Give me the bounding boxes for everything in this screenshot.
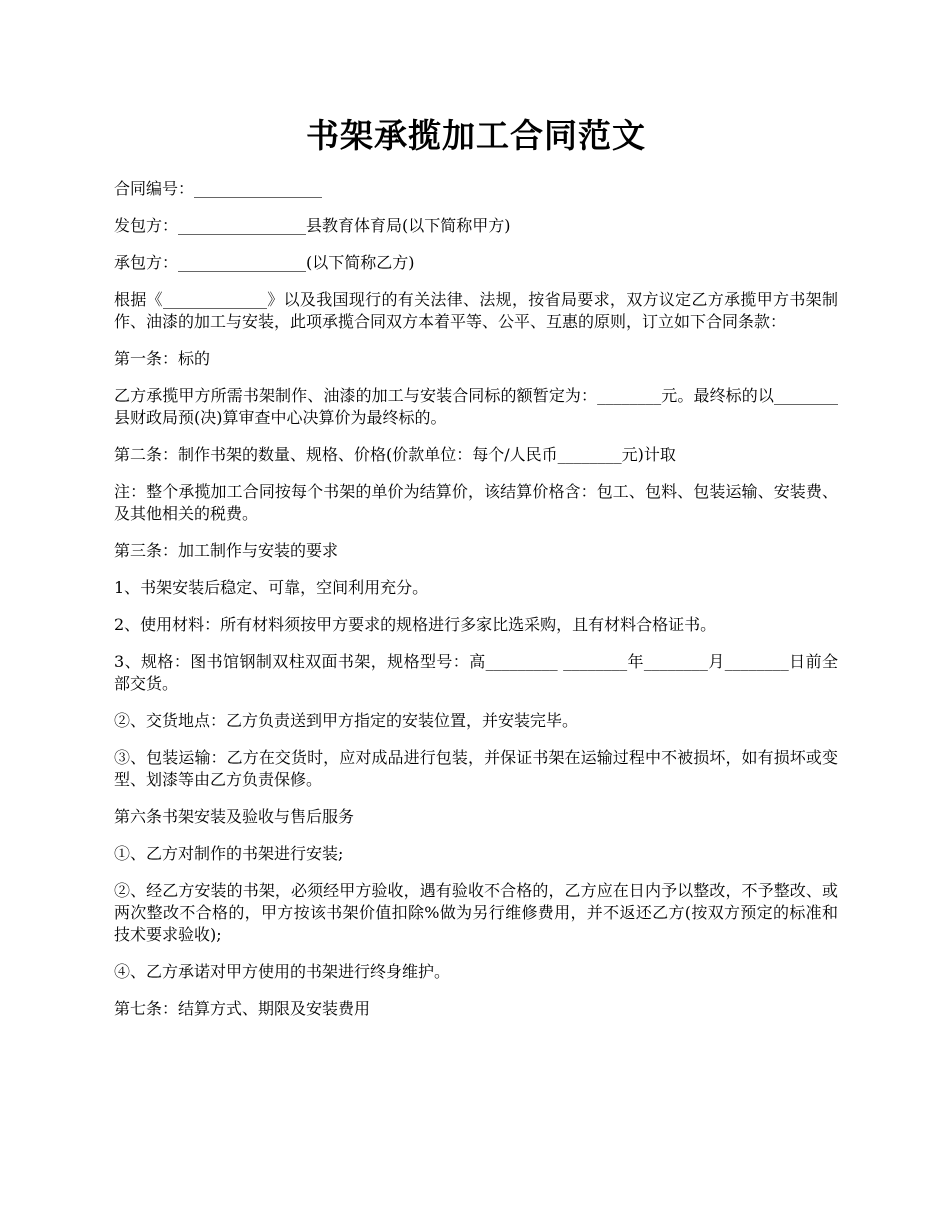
paragraph-article-1-body: 乙方承揽甲方所需书架制作、油漆的加工与安装合同标的额暂定为：________元。最终标的以________县财政局预(决)算审查中心决算价为最终标的。 <box>114 386 838 427</box>
list-item-delivery-location: ②、交货地点：乙方负责送到甲方指定的安装位置，并安装完毕。 <box>114 711 579 730</box>
list-item-maintenance: ④、乙方承诺对甲方使用的书架进行终身维护。 <box>114 962 451 981</box>
heading-article-1: 第一条：标的 <box>114 349 211 368</box>
page-title: 书架承揽加工合同范文 <box>306 116 646 155</box>
list-item-installation: ①、乙方对制作的书架进行安装; <box>114 844 344 863</box>
paragraph-note: 注：整个承揽加工合同按每个书架的单价为结算价，该结算价格含：包工、包料、包装运输、安装费、及其他相关的税费。 <box>114 482 838 523</box>
list-item-materials: 2、使用材料：所有材料须按甲方要求的规格进行多家比选采购，且有材料合格证书。 <box>114 615 717 634</box>
paragraph-issuer: 发包方：________________县教育体育局(以下简称甲方) <box>114 216 511 235</box>
list-item-packaging: ③、包装运输：乙方在交货时，应对成品进行包装，并保证书架在运输过程中不被损坏，如有损坏或变型、划漆等由乙方负责保修。 <box>114 748 838 789</box>
heading-article-2: 第二条：制作书架的数量、规格、价格(价款单位：每个/人民币________元)计取 <box>114 445 676 464</box>
list-item-stability: 1、书架安装后稳定、可靠，空间利用充分。 <box>114 578 429 597</box>
heading-article-3: 第三条：加工制作与安装的要求 <box>114 541 339 560</box>
heading-article-7: 第七条：结算方式、期限及安装费用 <box>114 999 371 1018</box>
heading-article-6: 第六条书架安装及验收与售后服务 <box>114 807 355 826</box>
paragraph-contract-number: 合同编号：________________ <box>114 179 323 198</box>
paragraph-preamble: 根据《_____________》以及我国现行的有关法律、法规，按省局要求，双方议定乙方承揽甲方书架制作、油漆的加工与安装，此项承揽合同双方本着平等、公平、互惠的原则，订立如下合同条款： <box>114 290 838 331</box>
paragraph-contractor: 承包方：________________(以下简称乙方) <box>114 253 415 272</box>
list-item-specification: 3、规格：图书馆钢制双柱双面书架，规格型号：高_________ ________年________月________日前全部交货。 <box>114 652 838 693</box>
list-item-acceptance: ②、经乙方安装的书架，必须经甲方验收，遇有验收不合格的，乙方应在日内予以整改，不予整改、或两次整改不合格的，甲方按该书架价值扣除%做为另行维修费用，并不返还乙方(按双方预定的标准和技术要求验收); <box>114 881 838 944</box>
document-body <box>114 178 838 1035</box>
